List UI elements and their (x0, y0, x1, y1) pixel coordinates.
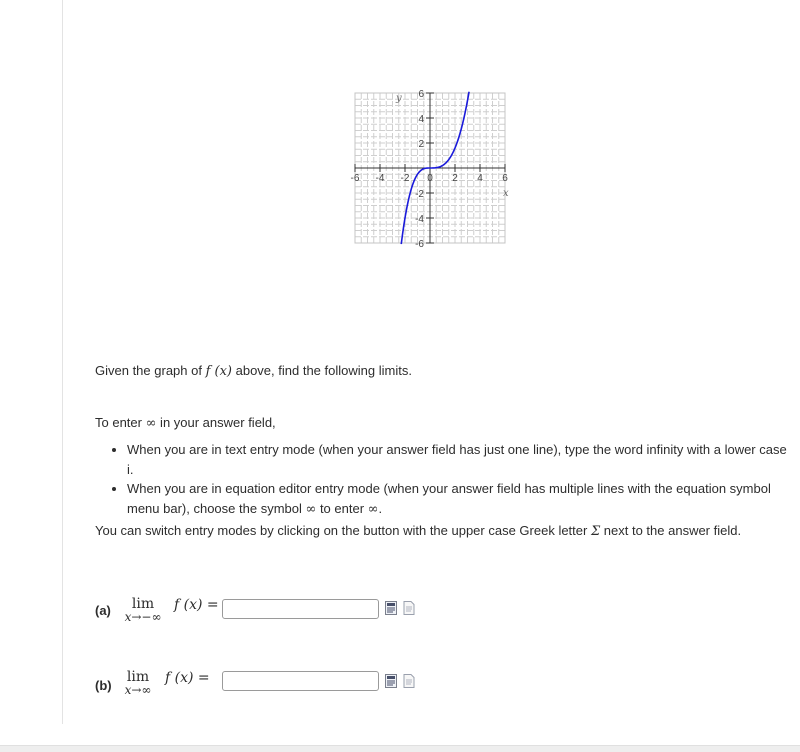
expression-text: f (x) = (165, 670, 210, 686)
infinity-instructions (95, 413, 276, 434)
y-tick-label: 6 (418, 89, 424, 100)
document-icon[interactable] (403, 674, 415, 688)
lim-subscript: x→−∞ (124, 610, 162, 624)
document-icon[interactable] (403, 601, 415, 615)
x-tick-label: 6 (502, 173, 508, 184)
instruction-text-mode (127, 440, 787, 479)
y-tick-label: 4 (418, 114, 424, 125)
bullet1-text: When you are in text entry mode (when your answer field has just one line), type the word infinity with a lower case i. (127, 442, 787, 477)
intro-after: above, find the following limits. (232, 363, 412, 378)
infinity-symbol: ∞ (367, 501, 379, 517)
x-tick-label: -2 (400, 173, 410, 184)
function-graph (280, 15, 582, 321)
intro-text (95, 361, 412, 382)
x-tick-label: 2 (452, 173, 458, 184)
sigma-symbol: Σ (590, 524, 601, 539)
lim-word: lim (126, 669, 150, 685)
equation-editor-icon[interactable] (385, 601, 397, 615)
part-b-expression (165, 670, 210, 686)
answer-b-input[interactable] (222, 671, 379, 691)
infinity-symbol: ∞ (305, 501, 317, 517)
instruction-equation-mode (127, 479, 787, 519)
switch-before: You can switch entry modes by clicking on the button with the upper case Greek letter (95, 523, 591, 538)
switch-after: next to the answer field. (600, 523, 742, 538)
expression-text: f (x) = (174, 597, 219, 613)
y-axis-label: y (396, 93, 402, 104)
y-tick-label: -2 (415, 189, 424, 200)
part-a-expression (174, 597, 219, 613)
x-tick-label: -6 (350, 173, 360, 184)
x-tick-label: 4 (477, 173, 483, 184)
answer-a-input[interactable] (222, 599, 379, 619)
x-tick-label: -4 (375, 173, 385, 184)
lim-word: lim (131, 596, 155, 612)
part-a-limit (113, 597, 173, 624)
lim-subscript: x→∞ (124, 683, 152, 697)
part-a-label: (a) (95, 603, 111, 618)
bullet2-mid: to enter (316, 500, 368, 516)
part-b-limit (113, 670, 163, 697)
y-tick-label: -6 (415, 239, 424, 250)
intro-before: Given the graph of (95, 363, 206, 378)
instruction-list (114, 440, 787, 519)
y-tick-label: 2 (418, 139, 424, 150)
content-left-border (62, 0, 63, 724)
part-b-label: (b) (95, 678, 112, 693)
equation-editor-icon[interactable] (385, 674, 397, 688)
enter-after: in your answer field, (156, 415, 276, 430)
switch-mode-text (95, 521, 775, 542)
x-tick-label: 0 (427, 173, 433, 184)
bullet2-before: When you are in equation editor entry mode (when your answer field has multiple lines with the equation symbol menu bar), choose the symbol (127, 481, 771, 516)
infinity-symbol: ∞ (145, 416, 157, 431)
y-tick-label: -4 (415, 214, 424, 225)
bullet2-end: . (378, 500, 383, 516)
x-axis-label: x (503, 188, 509, 199)
enter-before: To enter (95, 415, 146, 430)
intro-function: f (x) (205, 364, 232, 379)
